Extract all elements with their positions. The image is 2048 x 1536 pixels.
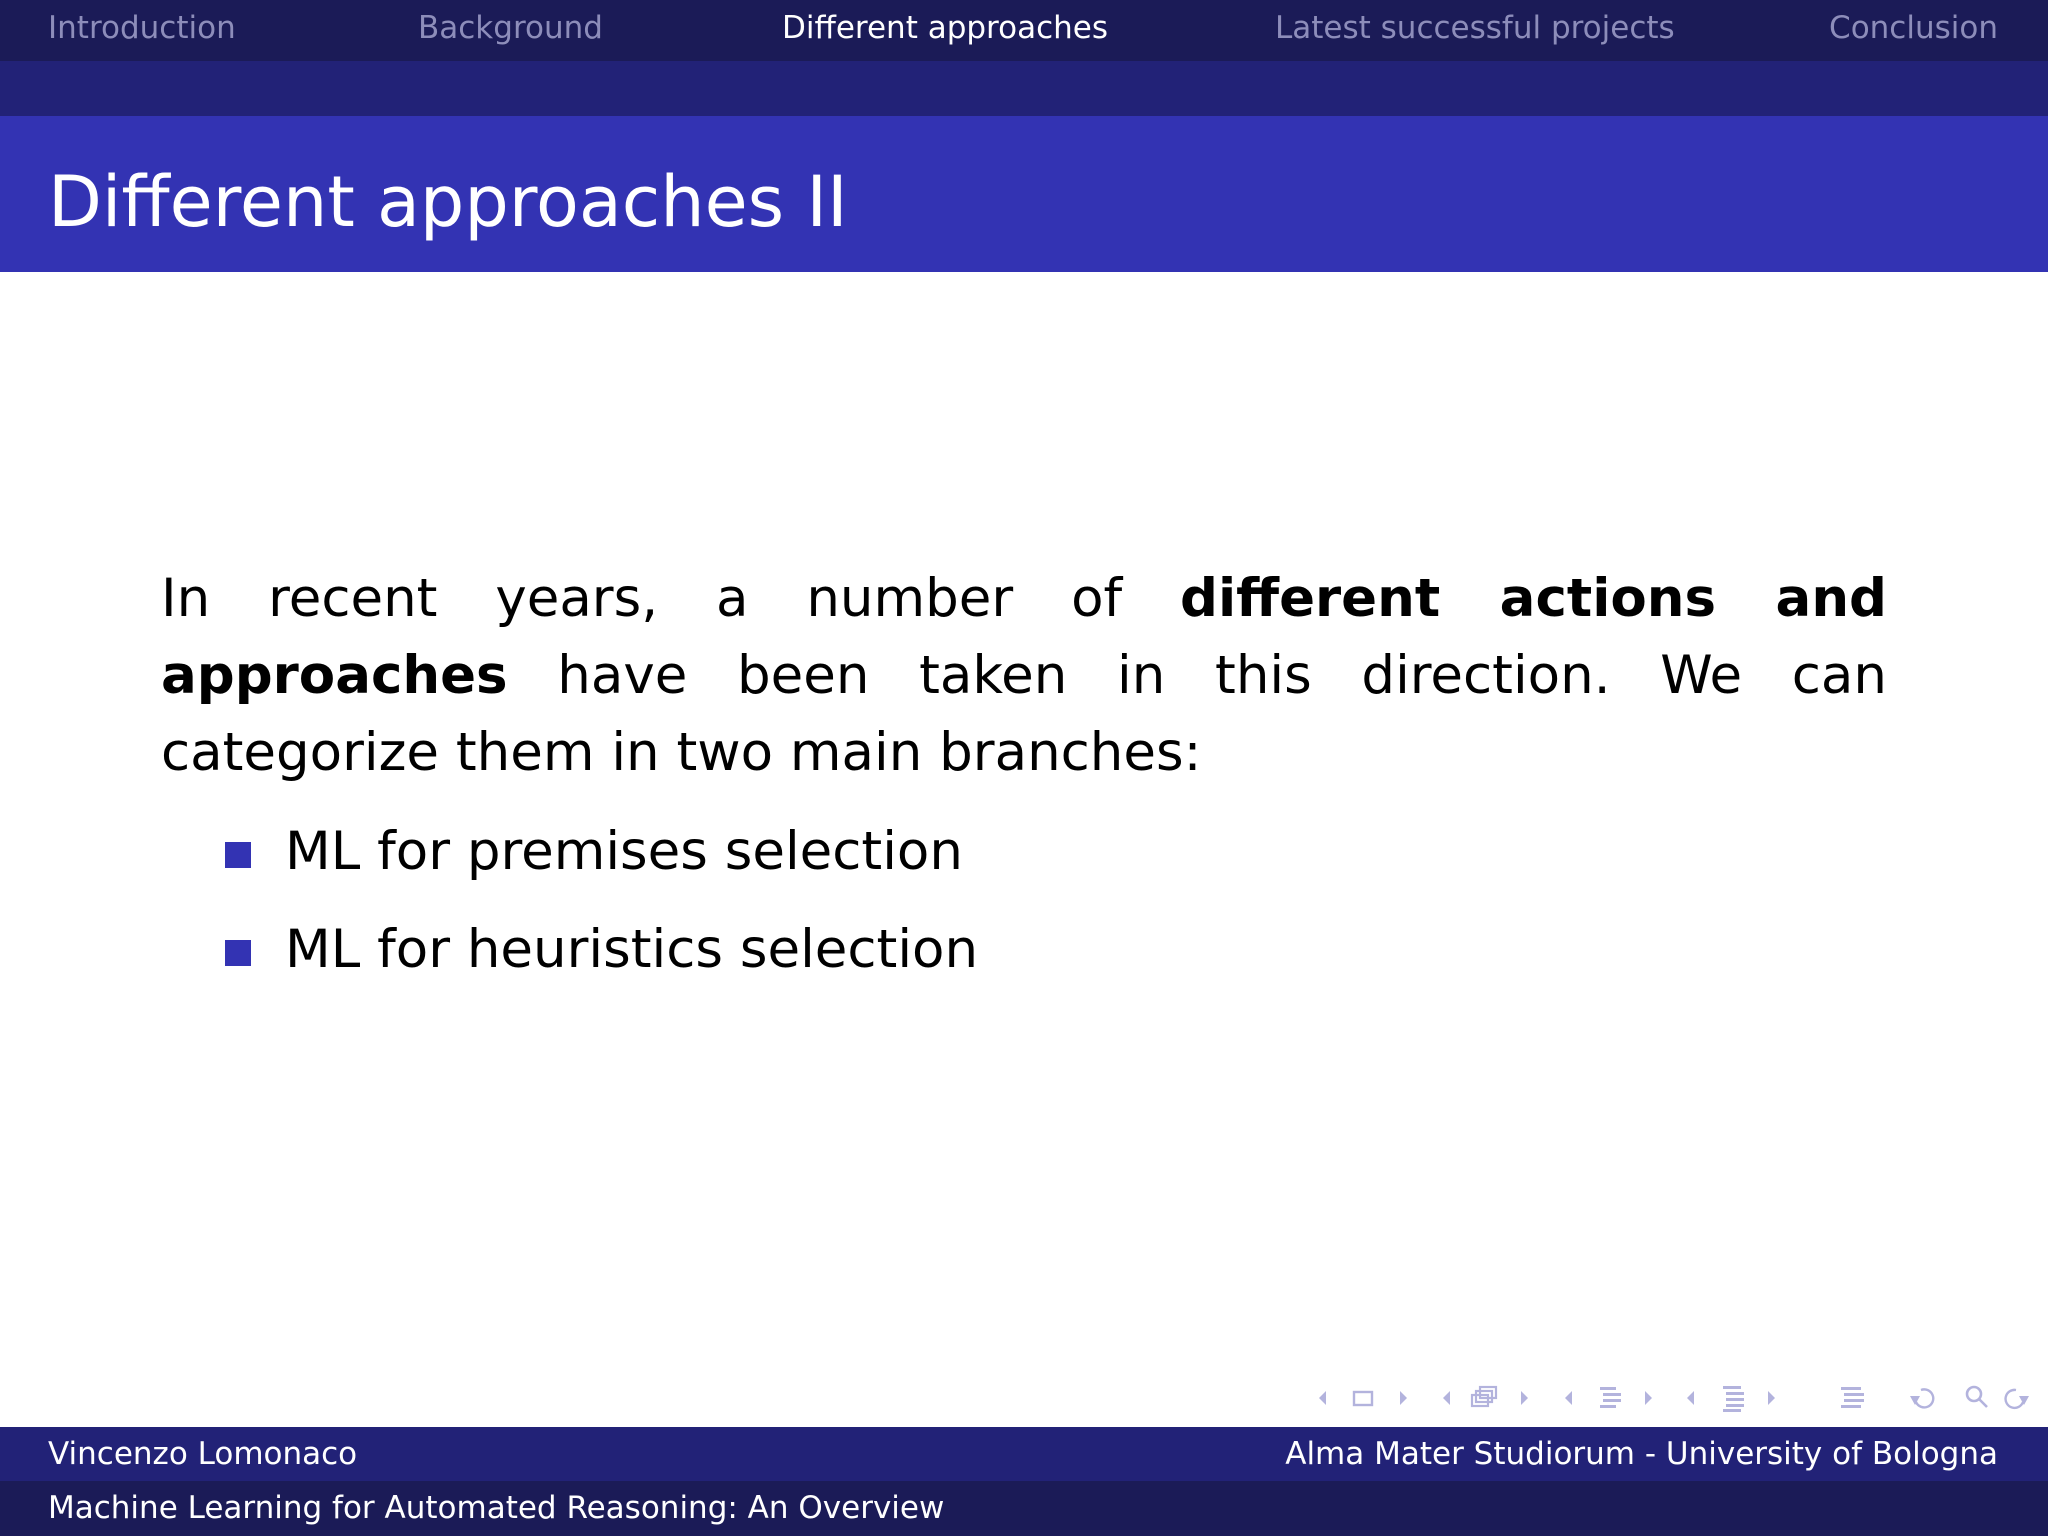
back-icon[interactable]	[1910, 1389, 1933, 1407]
list-item-label: ML for heuristics selection	[285, 919, 979, 980]
bullet-list	[161, 812, 1887, 1008]
frame-icon[interactable]	[1354, 1392, 1372, 1405]
slide-next-icon[interactable]	[1521, 1391, 1528, 1405]
footer-author-bar	[0, 1427, 2048, 1481]
section-next-icon[interactable]	[1768, 1391, 1775, 1405]
paragraph-text-end: have been taken in this direction. We can categorize them in two main branches:	[161, 645, 1887, 783]
section-icon[interactable]	[1723, 1386, 1744, 1412]
footer-presentation-title: Machine Learning for Automated Reasoning: An Overview	[48, 1490, 945, 1526]
nav-section-latest-successful-projects[interactable]: Latest successful projects	[1275, 10, 1675, 46]
slide-prev-icon[interactable]	[1443, 1391, 1450, 1405]
body-paragraph	[161, 560, 1887, 791]
bullet-square-icon	[225, 842, 251, 868]
footer-author: Vincenzo Lomonaco	[48, 1436, 358, 1472]
subsection-icon[interactable]	[1600, 1387, 1621, 1408]
bullet-square-icon	[225, 940, 251, 966]
section-navigation	[0, 0, 2048, 61]
nav-section-conclusion[interactable]: Conclusion	[1829, 10, 1998, 46]
list-item-label: ML for premises selection	[285, 821, 963, 882]
frame-next-icon[interactable]	[1400, 1391, 1407, 1405]
subsection-navigation	[0, 61, 2048, 116]
footer-title-bar	[0, 1481, 2048, 1536]
nav-section-different-approaches[interactable]: Different approaches	[782, 10, 1108, 46]
nav-section-introduction[interactable]: Introduction	[48, 10, 236, 46]
list-item	[161, 910, 1887, 1008]
footer-institute: Alma Mater Studiorum - University of Bologna	[1285, 1436, 1998, 1472]
navigation-symbols	[1310, 1380, 2030, 1414]
subsection-next-icon[interactable]	[1645, 1391, 1652, 1405]
list-item	[161, 812, 1887, 910]
document-icon[interactable]	[1841, 1387, 1864, 1408]
frame-prev-icon[interactable]	[1319, 1391, 1326, 1405]
nav-section-background[interactable]: Background	[418, 10, 603, 46]
subsection-prev-icon[interactable]	[1565, 1391, 1572, 1405]
slide-icon[interactable]	[1472, 1387, 1496, 1406]
paragraph-emphasis: different actions and approaches	[161, 568, 1887, 706]
search-icon[interactable]	[1967, 1387, 1987, 1407]
frame-title: Different approaches II	[48, 161, 848, 243]
section-prev-icon[interactable]	[1687, 1391, 1694, 1405]
paragraph-text-start: In recent years, a number of	[161, 568, 1181, 629]
forward-icon[interactable]	[2006, 1390, 2029, 1408]
frame-title-bar	[0, 116, 2048, 272]
